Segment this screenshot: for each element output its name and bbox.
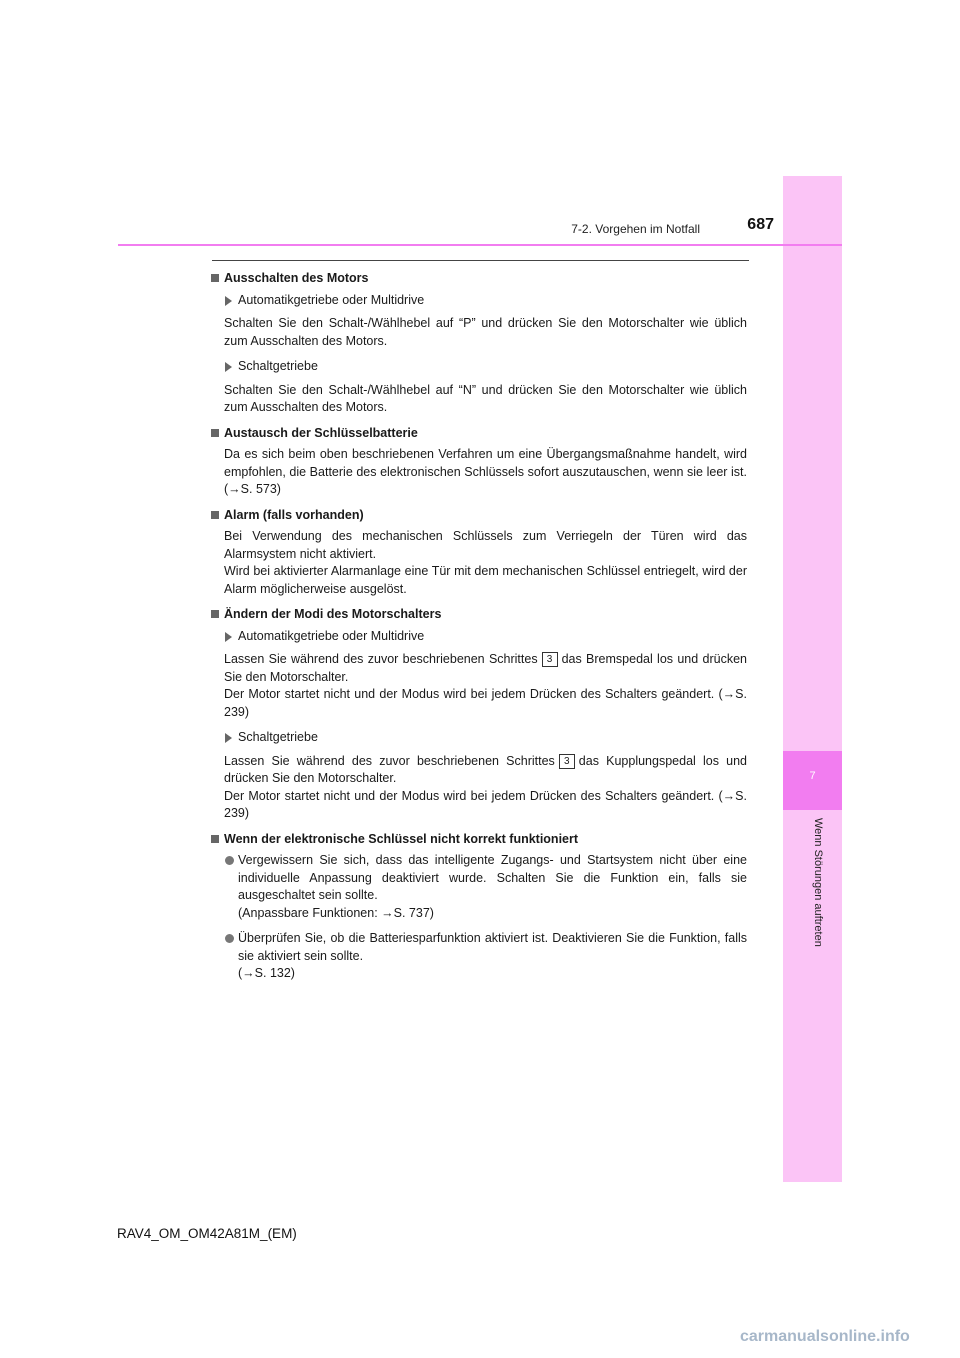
paragraph: Schalten Sie den Schalt-/Wählhebel auf “N” und drücken Sie den Motorschalter wie üblich zum Ausschalten des Motors. [224,382,747,414]
subheading: Schaltgetriebe [224,358,747,376]
section-alarm [211,507,747,599]
bullet-item: Vergewissern Sie sich, dass das intelligente Zugangs- und Startsystem nicht über eine individuelle Anpassung deaktiviert wurde. Schalten Sie die Funktion ein, falls sie ausgeschaltet sein sollte. (Anpassbare Funktionen: →S. 737) [224,852,747,922]
chapter-number: 7 [809,770,816,782]
square-bullet-icon [211,511,219,519]
arrow-right-icon [225,296,232,306]
square-bullet-icon [211,429,219,437]
section-heading: Ausschalten des Motors [211,270,747,288]
step-reference: 3 [542,652,558,667]
section-switch-modes [211,606,747,823]
arrow-right-icon [225,632,232,642]
paragraph: Da es sich beim oben beschriebenen Verfahren um eine Übergangsmaßnahme handelt, wird empfohlen, die Batterie des elektronischen Schlüssels sofort auszutauschen, wenn sie leer ist. (→S. 573) [224,447,747,496]
subheading: Schaltgetriebe [224,729,747,747]
circle-bullet-icon [225,934,234,943]
footer-model-code: RAV4_OM_OM42A81M_(EM) [117,1226,297,1241]
section-heading: Alarm (falls vorhanden) [211,507,747,525]
section-heading: Wenn der elektronische Schlüssel nicht korrekt funktioniert [211,831,747,849]
arrow-right-icon [225,733,232,743]
watermark: carmanualsonline.info [740,1328,910,1345]
section-engine-off [211,270,747,417]
paragraph: Bei Verwendung des mechanischen Schlüssels zum Verriegeln der Türen wird das Alarmsystem nicht aktiviert. [224,529,747,561]
header-divider [118,244,842,246]
paragraph: Der Motor startet nicht und der Modus wird bei jedem Drücken des Schalters geändert. (→S. 239) [224,687,747,719]
page-number: 687 [747,216,774,233]
circle-bullet-icon [225,856,234,865]
paragraph: Der Motor startet nicht und der Modus wird bei jedem Drücken des Schalters geändert. (→S. 239) [224,788,747,820]
chapter-side-tab [783,176,842,1182]
square-bullet-icon [211,274,219,282]
content-top-rule [212,260,749,261]
subheading: Automatikgetriebe oder Multidrive [224,292,747,310]
square-bullet-icon [211,835,219,843]
paragraph: Lassen Sie während des zuvor beschriebenen Schrittes 3 das Bremspedal los und drücken Sie den Motorschalter. [224,652,747,684]
bullet-item: Überprüfen Sie, ob die Batteriesparfunktion aktiviert ist. Deaktivieren Sie die Funktion, falls sie aktiviert sein sollte. (→S. 132) [224,930,747,983]
section-heading: Austausch der Schlüsselbatterie [211,425,747,443]
page-content [211,270,747,991]
paragraph: Wird bei aktivierter Alarmanlage eine Tür mit dem mechanischen Schlüssel entriegelt, wird der Alarm möglicherweise ausgelöst. [224,564,747,596]
chapter-title: Wenn Störungen auftreten [812,818,824,947]
section-key-battery [211,425,747,499]
section-key-malfunction [211,831,747,983]
header-section-title: 7-2. Vorgehen im Notfall [571,222,700,236]
arrow-right-icon [225,362,232,372]
section-heading: Ändern der Modi des Motorschalters [211,606,747,624]
subheading: Automatikgetriebe oder Multidrive [224,628,747,646]
step-reference: 3 [559,754,575,769]
paragraph: Lassen Sie während des zuvor beschriebenen Schrittes 3 das Kupplungspedal los und drücken Sie den Motorschalter. [224,753,748,785]
paragraph: Schalten Sie den Schalt-/Wählhebel auf “P” und drücken Sie den Motorschalter wie üblich zum Ausschalten des Motors. [224,316,747,348]
square-bullet-icon [211,610,219,618]
